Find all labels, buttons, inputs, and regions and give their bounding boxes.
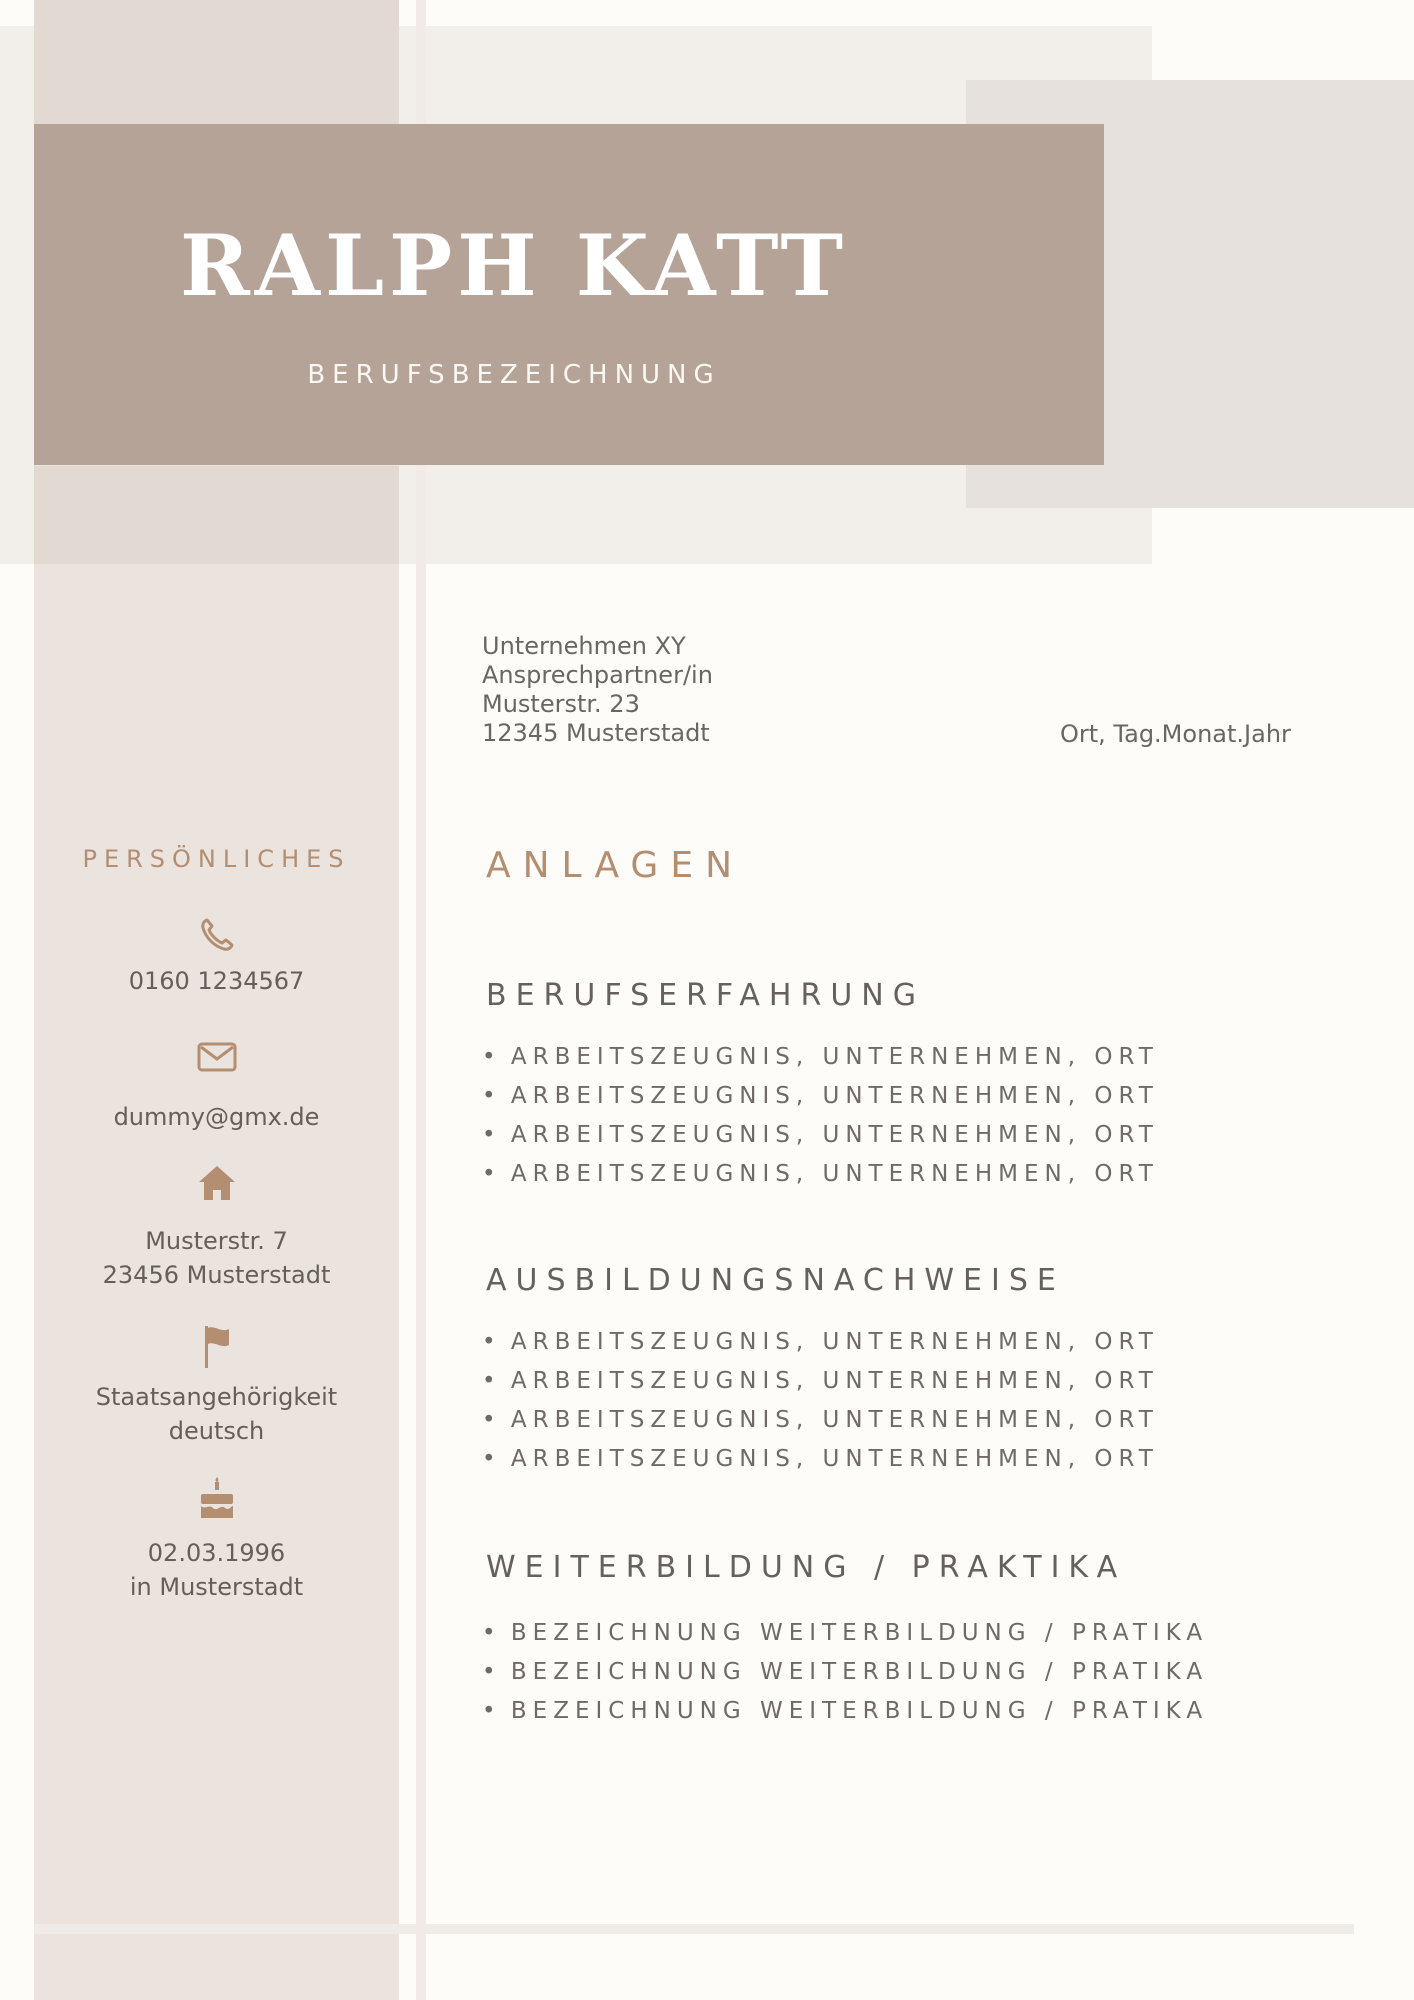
header-banner [34, 124, 1104, 465]
person-name: RALPH KATT [179, 216, 849, 315]
training-list [482, 1614, 1208, 1731]
home-icon [193, 1160, 241, 1208]
email-entry [34, 1034, 399, 1134]
list-item: • BEZEICHNUNG WEITERBILDUNG / PRATIKA [482, 1692, 1208, 1731]
cake-icon [193, 1476, 241, 1524]
letter-date: Ort, Tag.Monat.Jahr [1060, 720, 1291, 748]
section-title-experience: BERUFSERFAHRUNG [486, 978, 925, 1013]
list-item: • ARBEITSZEUGNIS, UNTERNEHMEN, ORT [482, 1077, 1159, 1116]
recipient-company: Unternehmen XY [482, 632, 686, 660]
sidebar-band-overlay [34, 466, 399, 564]
list-item: • ARBEITSZEUGNIS, UNTERNEHMEN, ORT [482, 1038, 1159, 1077]
experience-list [482, 1038, 1159, 1194]
list-item: • ARBEITSZEUGNIS, UNTERNEHMEN, ORT [482, 1323, 1159, 1362]
sidebar-top-overlay [34, 0, 399, 124]
education-list [482, 1323, 1159, 1479]
address-street: Musterstr. 7 [145, 1227, 288, 1255]
phone-number: 0160 1234567 [128, 967, 305, 995]
list-item: • ARBEITSZEUGNIS, UNTERNEHMEN, ORT [482, 1401, 1159, 1440]
list-item: • ARBEITSZEUGNIS, UNTERNEHMEN, ORT [482, 1155, 1159, 1194]
list-item: • BEZEICHNUNG WEITERBILDUNG / PRATIKA [482, 1614, 1208, 1653]
nationality-entry [34, 1322, 399, 1448]
nationality-value: deutsch [168, 1417, 265, 1445]
birth-date: 02.03.1996 [147, 1539, 286, 1567]
list-item: • ARBEITSZEUGNIS, UNTERNEHMEN, ORT [482, 1440, 1159, 1479]
address-entry [34, 1160, 399, 1292]
birth-entry [34, 1476, 399, 1604]
attachments-title: ANLAGEN [486, 845, 745, 886]
list-item: • ARBEITSZEUGNIS, UNTERNEHMEN, ORT [482, 1116, 1159, 1155]
address-city: 23456 Musterstadt [102, 1261, 331, 1289]
section-title-education: AUSBILDUNGSNACHWEISE [486, 1263, 1065, 1298]
phone-entry [34, 910, 399, 998]
job-title: BERUFSBEZEICHNUNG [307, 360, 721, 390]
section-title-training: WEITERBILDUNG / PRAKTIKA [486, 1550, 1127, 1585]
recipient-street: Musterstr. 23 [482, 690, 640, 718]
birth-place: in Musterstadt [129, 1573, 304, 1601]
recipient-address [482, 632, 713, 748]
phone-icon [193, 910, 241, 958]
list-item: • ARBEITSZEUGNIS, UNTERNEHMEN, ORT [482, 1362, 1159, 1401]
recipient-contact: Ansprechpartner/in [482, 661, 713, 689]
list-item: • BEZEICHNUNG WEITERBILDUNG / PRATIKA [482, 1653, 1208, 1692]
nationality-label: Staatsangehörigkeit [95, 1383, 338, 1411]
recipient-city: 12345 Musterstadt [482, 719, 710, 747]
mail-icon [193, 1034, 241, 1082]
footer-divider [34, 1924, 1354, 1934]
flag-icon [193, 1322, 241, 1370]
sidebar-heading: PERSÖNLICHES [82, 845, 351, 873]
email-address: dummy@gmx.de [113, 1103, 320, 1131]
